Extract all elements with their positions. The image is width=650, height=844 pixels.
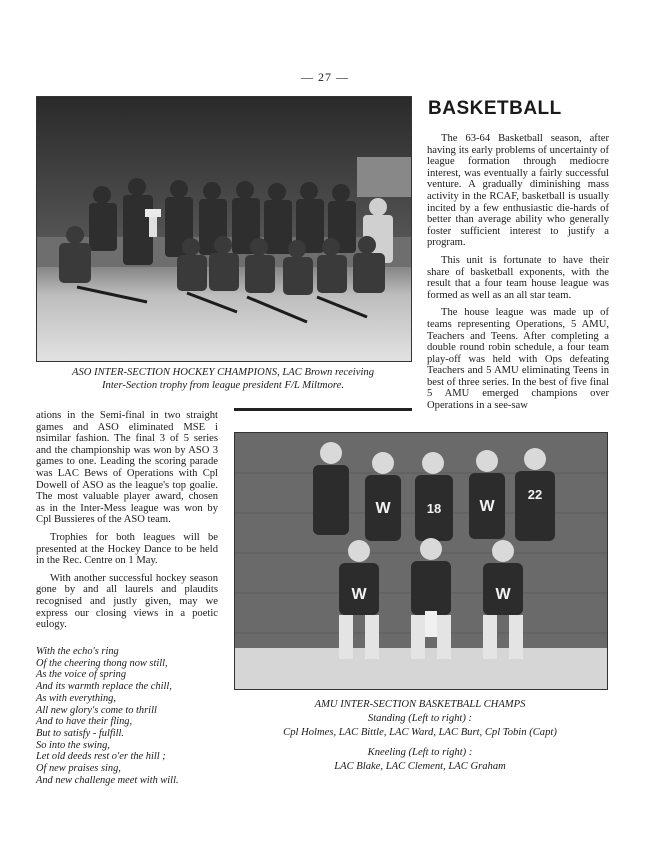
article-paragraph: With another successful hockey season gone by and all laurels and plaudits recognised and justly given, may we express our closing views in a poetic eulogy. xyxy=(36,572,218,631)
article-paragraph: The 63-64 Basketball season, after having its early problems of uncertainty of league formation through mediocre interest, was eventually a fairly successful venture. A gradually diminishing mass activity in the RCAF, basketball is usually incited by a few enthusiastic die-hards of better than average ability who generally foster sufficient interest to justify a program. xyxy=(427,133,609,249)
hockey-team-photo-drawing xyxy=(37,97,411,361)
basketball-team-photo-drawing xyxy=(235,433,607,689)
poem-line: And its warmth replace the chill, xyxy=(36,681,172,693)
poem-line: As with everything, xyxy=(36,692,116,704)
poem-line: Of new praises sing, xyxy=(36,763,121,775)
jersey-letter: W xyxy=(479,498,495,515)
article-paragraph: Trophies for both leagues will be presented at the Hockey Dance to be held in the Rec. Centre on 1 May. xyxy=(36,531,218,567)
standing-label: Standing (Left to right) : xyxy=(367,713,473,724)
basketball-caption-title: AMU INTER-SECTION BASKETBALL CHAMPS xyxy=(314,699,526,710)
hockey-team-photo xyxy=(36,96,412,362)
hockey-caption-line: Inter-Section trophy from league president F/L Miltmore. xyxy=(102,380,344,391)
poem-line: As the voice of spring xyxy=(36,669,127,681)
jersey-number: 18 xyxy=(426,501,442,516)
standing-names: Cpl Holmes, LAC Bittle, LAC Ward, LAC Burt, Cpl Tobin (Capt) xyxy=(283,727,557,738)
hockey-article-continued xyxy=(36,410,218,637)
poem xyxy=(36,646,226,786)
page-title: BASKETBALL xyxy=(428,98,562,119)
poem-line: With the echo's ring xyxy=(36,646,119,657)
hockey-photo-caption xyxy=(36,366,410,392)
poem-line: And to have their fling, xyxy=(36,716,133,728)
hockey-caption-line: ASO INTER-SECTION HOCKEY CHAMPIONS, LAC Brown receiving xyxy=(71,367,374,378)
basketball-photo-caption xyxy=(234,698,606,774)
section-divider xyxy=(234,408,412,411)
jersey-letter: W xyxy=(351,586,367,603)
jersey-letter: W xyxy=(375,500,391,517)
article-paragraph: This unit is fortunate to have their share of basketball exponents, with the result that a four team house league was formed as well as an all star team. xyxy=(427,254,609,301)
jersey-letter: W xyxy=(495,586,511,603)
poem-line: All new glory's come to thrill xyxy=(36,704,157,716)
poem-line: But to satisfy - fulfill. xyxy=(36,727,125,739)
jersey-number: 22 xyxy=(527,487,543,502)
basketball-article xyxy=(427,133,609,418)
article-paragraph: The house league was made up of teams representing Operations, 5 AMU, Teachers and Teens. After completing a double round robin schedule, a four team play-off was held with Ops defeating Teachers and 5 AMU eliminating Teens in best of three series. In the best of five final 5 AMU emerged champions over Operations in a see-saw xyxy=(427,307,609,412)
page-number: — 27 — xyxy=(301,70,349,84)
poem-line: Let old deeds rest o'er the hill ; xyxy=(36,751,166,763)
poem-line: And new challenge meet with will. xyxy=(36,774,179,786)
basketball-team-photo xyxy=(234,432,608,690)
article-paragraph: ations in the Semi-final in two straight games and ASO eliminated MSE i nsimilar fashion. The final 3 of 5 series and the championship was won by ASO 3 games to one. Leading the scoring parade was LAC Bews of Operations with Cpl Dowell of ASO as the league's top goalie. The most valuable player award, chosen as in the Inter-Mess league was won by Cpl Bussieres of the ASO team. xyxy=(36,410,218,526)
kneeling-names: LAC Blake, LAC Clement, LAC Graham xyxy=(334,761,506,772)
poem-line: Of the cheering thong now still, xyxy=(36,657,168,669)
kneeling-label: Kneeling (Left to right) : xyxy=(367,747,473,758)
poem-line: So into the swing, xyxy=(36,739,110,751)
